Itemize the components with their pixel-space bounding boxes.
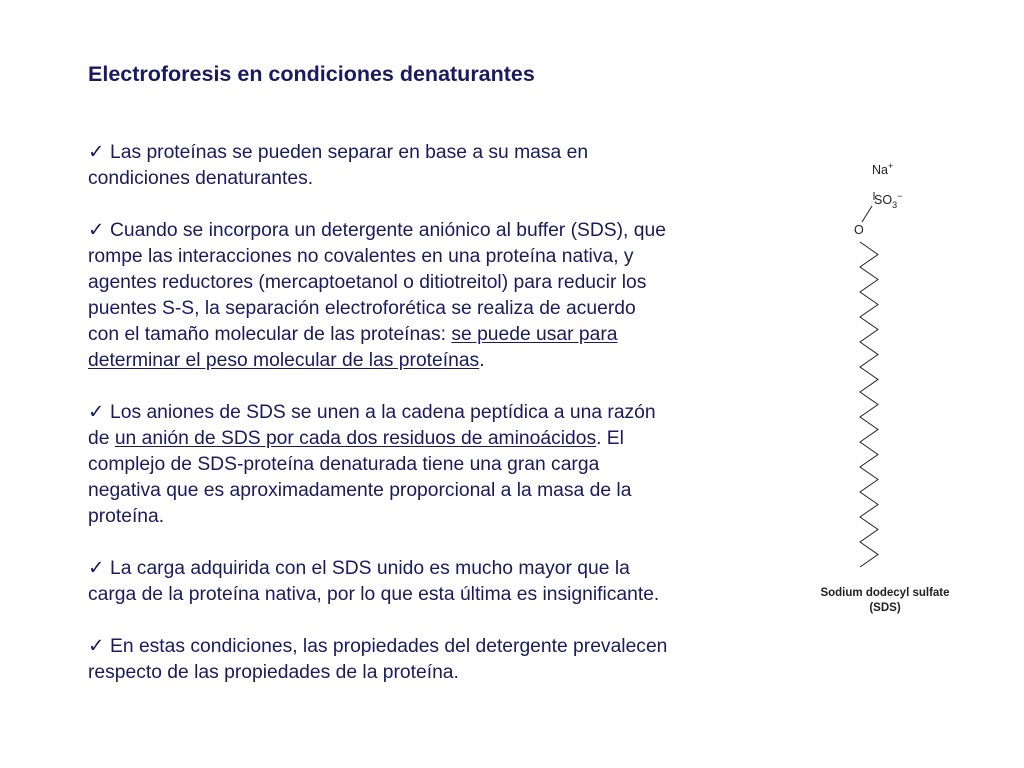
line-text: complejo de SDS-proteína denaturada tiene una gran carga	[88, 454, 600, 475]
paragraph-line	[88, 478, 788, 504]
sulfate-label: $SO_3^-$	[874, 191, 903, 210]
line-text: Las proteínas se pueden separar en base a su masa en	[110, 142, 589, 163]
sodium-label: Na+	[872, 161, 894, 177]
checkmark-icon: ✓	[88, 220, 105, 241]
checkmark-icon: ✓	[88, 558, 105, 579]
bullet-paragraph	[88, 400, 788, 530]
line-text: de	[88, 428, 115, 449]
oxygen-label: O	[854, 223, 864, 237]
line-text: En estas condiciones, las propiedades del detergente prevalecen	[110, 636, 668, 657]
checkmark-icon: ✓	[88, 402, 105, 423]
underlined-text: un anión de SDS por cada dos residuos de aminoácidos	[114, 428, 597, 449]
line-text: Cuando se incorpora un detergente aniónico al buffer (SDS), que	[110, 220, 666, 241]
sds-chain-diagram	[800, 150, 970, 580]
line-text: negativa que es aproximadamente proporcional a la masa de la	[88, 480, 632, 501]
line-text: agentes reductores (mercaptoetanol o ditiotreitol) para reducir los	[88, 272, 647, 293]
sds-structure-figure	[800, 150, 970, 630]
line-text: condiciones denaturantes.	[88, 168, 314, 189]
bullet-paragraph	[88, 634, 788, 686]
checkmark-icon: ✓	[88, 142, 105, 163]
line-text: respecto de las propiedades de la proteína.	[88, 662, 459, 683]
line-text: carga de la proteína nativa, por lo que esta última es insignificante.	[88, 584, 660, 605]
paragraph-line	[88, 556, 788, 582]
paragraph-line	[88, 348, 788, 374]
paragraph-line	[88, 400, 788, 426]
bullet-paragraph	[88, 140, 788, 192]
checkmark-icon: ✓	[88, 636, 105, 657]
line-text: puentes S-S, la separación electroforética se realiza de acuerdo	[88, 298, 636, 319]
bullet-paragraph	[88, 218, 788, 374]
paragraph-line	[88, 452, 788, 478]
line-text: Los aniones de SDS se unen a la cadena peptídica a una razón	[110, 402, 656, 423]
line-text: proteína.	[88, 506, 165, 527]
caption-line-1: Sodium dodecyl sulfate	[820, 587, 950, 599]
line-text: . El	[596, 428, 624, 449]
paragraph-line	[88, 426, 788, 452]
paragraph-line	[88, 244, 788, 270]
line-text: La carga adquirida con el SDS unido es mucho mayor que la	[110, 558, 630, 579]
underlined-text: se puede usar para	[451, 324, 618, 345]
paragraph-line	[88, 660, 788, 686]
bullet-list	[88, 140, 788, 712]
slide-title: Electroforesis en condiciones denaturantes	[88, 62, 535, 86]
paragraph-line	[88, 504, 788, 530]
line-text: con el tamaño molecular de las proteínas:	[88, 324, 452, 345]
paragraph-line	[88, 166, 788, 192]
dodecyl-chain	[860, 242, 878, 567]
line-text: .	[479, 350, 485, 371]
paragraph-line	[88, 218, 788, 244]
paragraph-line	[88, 140, 788, 166]
bond-line	[862, 206, 872, 222]
line-text: rompe las interacciones no covalentes en una proteína nativa, y	[88, 246, 634, 267]
paragraph-line	[88, 634, 788, 660]
paragraph-line	[88, 296, 788, 322]
bullet-paragraph	[88, 556, 788, 608]
caption-line-2: (SDS)	[869, 602, 901, 614]
paragraph-line	[88, 322, 788, 348]
underlined-text: determinar el peso molecular de las proteínas	[88, 350, 480, 371]
paragraph-line	[88, 582, 788, 608]
figure-caption	[800, 586, 970, 616]
paragraph-line	[88, 270, 788, 296]
